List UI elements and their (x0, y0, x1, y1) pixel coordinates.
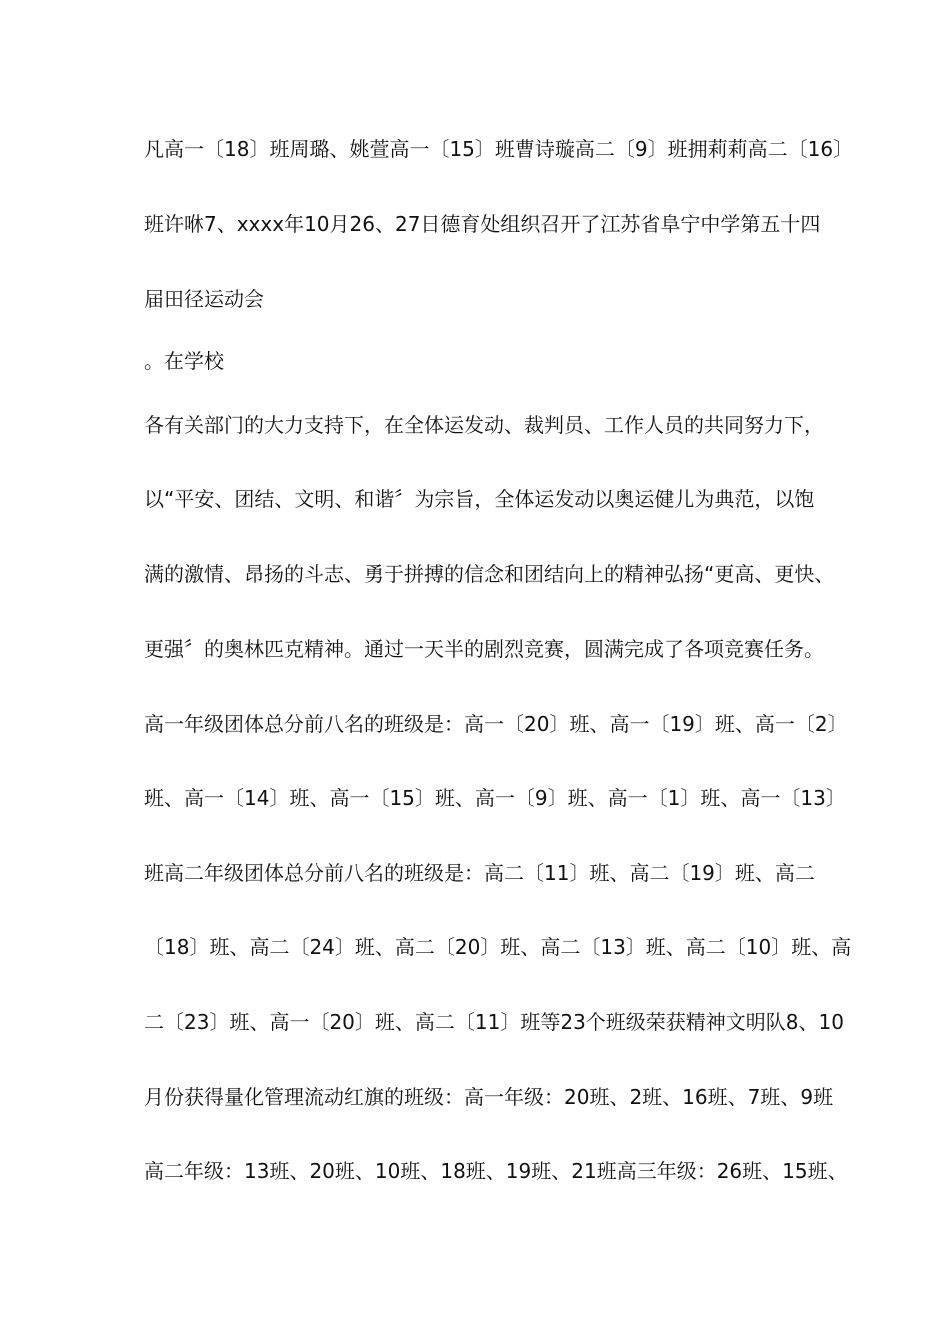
text-line: 更强〞的奥林匹克精神。通过一天半的剧烈竞赛，圆满完成了各项竞赛任务。 (144, 637, 824, 661)
text-line: 届田径运动会 (144, 287, 264, 311)
text-line: 满的激情、昂扬的斗志、勇于拼搏的信念和团结向上的精神弘扬“更高、更快、 (144, 562, 835, 586)
text-line: 以“平安、团结、文明、和谐〞为宗旨，全体运发动以奥运健儿为典范，以饱 (144, 487, 815, 511)
text-line: 二〔23〕班、高一〔20〕班、高二〔11〕班等23个班级荣获精神文明队8、10 (144, 1010, 844, 1034)
text-line: 各有关部门的大力支持下，在全体运发动、裁判员、工作人员的共同努力下， (144, 413, 824, 437)
text-line: 〔18〕班、高二〔24〕班、高二〔20〕班、高二〔13〕班、高二〔10〕班、高 (144, 935, 852, 959)
text-line: 班高二年级团体总分前八名的班级是：高二〔11〕班、高二〔19〕班、高二 (144, 861, 815, 885)
text-line: 高一年级团体总分前八名的班级是：高一〔20〕班、高一〔19〕班、高一〔2〕 (144, 712, 848, 736)
text-line: 月份获得量化管理流动红旗的班级：高一年级：20班、2班、16班、7班、9班 (144, 1085, 834, 1109)
text-line: 高二年级：13班、20班、10班、18班、19班、21班高三年级：26班、15班、 (144, 1159, 848, 1183)
text-line: 凡高一〔18〕班周璐、姚萱高一〔15〕班曹诗璇高二〔9〕班拥莉莉高二〔16〕 (144, 137, 854, 161)
text-line: 班许咻7、xxxx年10月26、27日德育处组织召开了江苏省阜宁中学第五十四 (144, 212, 821, 236)
text-line: 。在学校 (144, 349, 224, 373)
text-line: 班、高一〔14〕班、高一〔15〕班、高一〔9〕班、高一〔1〕班、高一〔13〕 (144, 786, 846, 810)
